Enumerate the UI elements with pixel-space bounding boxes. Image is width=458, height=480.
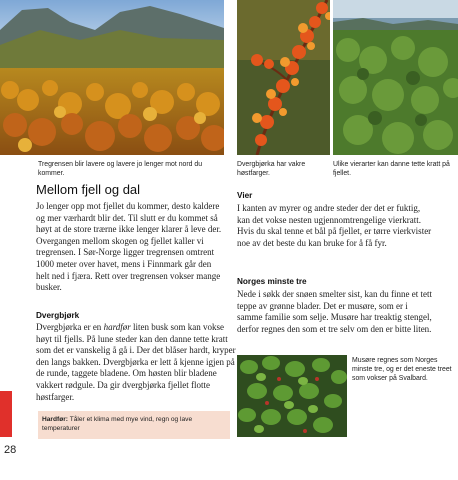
definition-text [38,411,230,437]
photo-willow-coast [333,0,458,155]
coastal-willow-image [333,0,458,155]
caption-dwarf-birch: Dvergbjørka har vakre høstfarger. [237,161,306,177]
caption-treeline: Tregrensen blir lavere og lavere jo lenger mot nord du kommer. [38,161,203,177]
musore-paragraph: Nede i søkk der snøen smelter sist, kan du finne et tett teppe av grønne blader. Det er musøre, som er i samme familie som selje. Musøre har treaktig stengel, derfor regnes den som et tre selv om den er bitte liten. [237,289,432,334]
page-number: 28 [4,444,17,456]
dvergbjork-text-end: liten busk som kan vokse høyt til fjells. På lune steder kan den danne tette kratt som det er vanskelig å gå i. Der det blåser hardt, kryper den langs bakken. Dvergbjørka er lett å kjenne igjen på de runde, taggete bladene. Om høsten blir bladene vakkert rødgule. Da gir dvergbjørka fjellet flotte høstfarger. [36,322,236,402]
dvergbjork-paragraph [36,322,236,403]
dwarf-birch-image [237,0,330,155]
caption-willow-thicket: Ulike vierarter kan danne tette kratt på fjellet. [333,161,450,177]
photo-dwarf-birch [237,0,330,155]
definition-box [38,411,230,439]
mountain-landscape-image [0,0,224,155]
caption-musore: Musøre regnes som Norges minste tre, og er det eneste treet som vokser på Svalbard. [352,357,452,382]
definition-term: Hardfør: [42,416,69,423]
vier-paragraph: I kanten av myrer og andre steder der det er fuktig, kan det vokse nesten ugjennomtrengelige vierkratt. Hvis du skal tenne et bål på fjellet, er tørre vierkvister noe av det beste du kan bruke for å få fyr. [237,203,432,248]
section-heading: Mellom fjell og dal [36,182,141,197]
definition-body: Tåler et klima med mye vind, regn og lave temperaturer [42,416,193,432]
musore-plant-image [237,355,347,437]
intro-paragraph: Jo lenger opp mot fjellet du kommer, desto kaldere og mer værhardt blir det. Til slutt er du kommet så høyt at de store trærne ikke lenger klarer å leve der. Overgangen mellom skogen og fjellet kaller vi tregrensen. I Sør-Norge ligger tregrensen omtrent 1000 meter over havet, mens i Finnmark går den helt ned i fjæra. Rett over tregrensen vokser mange busker. [36,201,222,293]
subheading-vier: Vier [237,191,253,200]
photo-mountain-treeline [0,0,224,155]
subheading-norges-minste-tre: Norges minste tre [237,277,307,286]
page-edge-tab [0,391,12,437]
dvergbjork-term-hardfor: hardfør [103,322,131,332]
photo-musore [237,355,347,437]
dvergbjork-text-start: Dvergbjørka er en [36,322,104,332]
subheading-dvergbjork: Dvergbjørk [36,311,80,320]
